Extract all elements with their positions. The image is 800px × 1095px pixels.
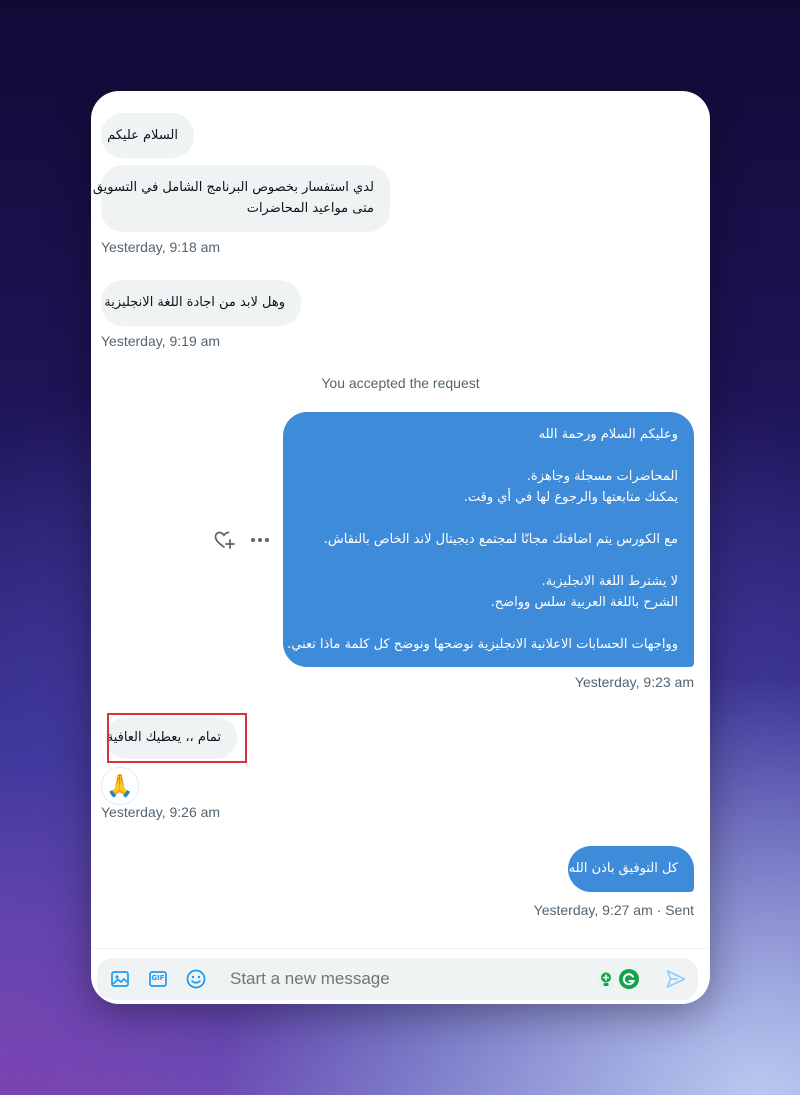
message-text: وواجهات الحسابات الاعلانية الانجليزية نوضحها ونوضح كل كلمة ماذا تعني. (287, 637, 678, 652)
dm-conversation-panel (91, 91, 710, 1004)
add-reaction-icon[interactable] (213, 529, 235, 551)
request-accepted-note: You accepted the request (321, 375, 480, 391)
message-timestamp: Yesterday, 9:23 am (574, 674, 694, 690)
image-icon[interactable] (108, 967, 132, 991)
incoming-message[interactable] (92, 165, 390, 232)
message-text (299, 550, 678, 571)
message-text (299, 508, 678, 529)
message-timestamp: Yesterday, 9:26 am (101, 804, 221, 820)
emoji-icon[interactable] (184, 967, 208, 991)
incoming-message[interactable] (101, 280, 301, 326)
message-text: لا يشترط اللغة الانجليزية. (541, 574, 678, 589)
message-text: لدي استفسار بخصوص البرنامج الشامل في التسويق (92, 180, 374, 195)
grammar-assistant-icon[interactable] (594, 967, 618, 991)
more-options-icon[interactable] (249, 529, 271, 551)
message-text: يمكنك متابعتها والرجوع لها في أي وقت. (463, 490, 678, 505)
message-text: كل التوفيق باذن الله (568, 861, 678, 876)
message-composer (97, 958, 698, 1000)
outgoing-message[interactable] (283, 412, 694, 667)
message-text (299, 613, 678, 634)
message-timestamp: Yesterday, 9:18 am (101, 239, 221, 255)
grammarly-icon[interactable] (617, 967, 641, 991)
message-text: وهل لابد من اجادة اللغة الانجليزية (104, 295, 285, 310)
message-text: المحاضرات مسجلة وجاهزة. (526, 469, 678, 484)
message-text (299, 445, 678, 466)
message-text: مع الكورس يتم اضافتك مجانًا لمجتمع ديجيتال لاند الخاص بالنقاش. (323, 532, 678, 547)
outgoing-message[interactable] (568, 846, 694, 892)
message-text: تمام ،، يعطيك العافية (106, 730, 221, 745)
message-text: السلام عليكم (107, 128, 178, 143)
message-text: متى مواعيد المحاضرات (246, 201, 374, 216)
incoming-message[interactable] (101, 113, 194, 158)
message-status: Yesterday, 9:27 am · Sent (533, 902, 694, 918)
message-text: الشرح باللغة العربية سلس وواضح. (490, 595, 678, 610)
gif-icon[interactable] (146, 967, 170, 991)
message-timestamp: Yesterday, 9:19 am (101, 333, 221, 349)
message-input[interactable] (230, 969, 580, 989)
pray-reaction[interactable]: 🙏 (101, 767, 139, 805)
highlight-box (107, 713, 247, 763)
message-text: وعليكم السلام ورحمة الله (538, 427, 678, 442)
send-icon[interactable] (664, 967, 688, 991)
composer-divider (91, 948, 710, 949)
gif-label: GIF (151, 974, 165, 982)
